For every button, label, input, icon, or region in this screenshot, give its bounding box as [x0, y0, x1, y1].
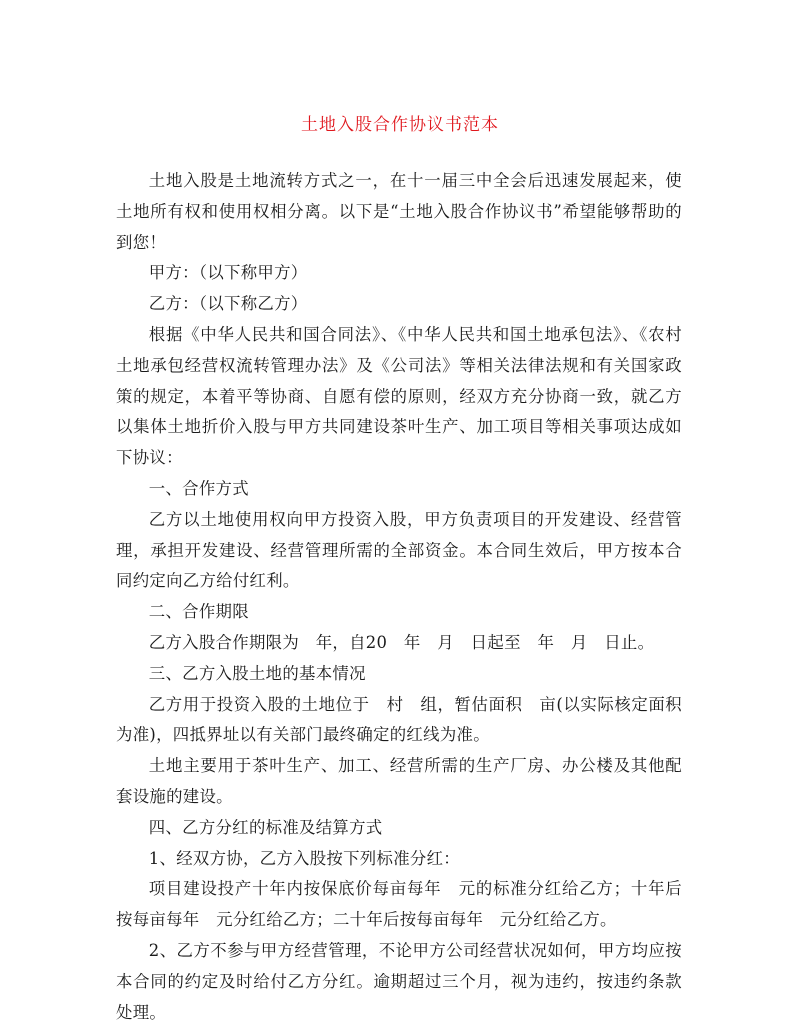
dividend-clause-2: 2、乙方不参与甲方经营管理，不论甲方公司经营状况如何，甲方均应按本合同的约定及时给付乙方分红。逾期超过三个月，视为违约，按违约条款处理。 [116, 940, 682, 1022]
land-use-paragraph: 土地主要用于茶叶生产、加工、经营所需的生产厂房、办公楼及其他配套设施的建设。 [116, 756, 682, 806]
intro-paragraph: 土地入股是土地流转方式之一，在十一届三中全会后迅速发展起来，使土地所有权和使用权相分离。以下是“土地入股合作协议书”希望能够帮助的到您！ [116, 171, 682, 252]
party-b-line: 乙方：（以下称乙方） [148, 294, 308, 314]
document-body [116, 166, 682, 1028]
legal-basis-paragraph: 根据《中华人民共和国合同法》、《中华人民共和国土地承包法》、《农村土地承包经营权流转管理办法》及《公司法》等相关法律法规和有关国家政策的规定，本着平等协商、自愿有偿的原则，经双方充分协商一致，就乙方以集体土地折价入股与甲方共同建设茶叶生产、加工项目等相关事项达成如下协议： [116, 324, 682, 468]
section-heading-4: 四、乙方分红的标准及结算方式 [148, 817, 383, 837]
cooperation-term-paragraph: 乙方入股合作期限为 年，自20 年 月 日起至 年 月 日止。 [148, 632, 655, 652]
section-heading-1: 一、合作方式 [148, 478, 249, 498]
party-a-line: 甲方：（以下称甲方） [148, 263, 308, 283]
dividend-standard-paragraph: 项目建设投产十年内按保底价每亩每年 元的标准分红给乙方；十年后按每亩每年 元分红给乙方；二十年后按每亩每年 元分红给乙方。 [116, 879, 682, 930]
dividend-clause-1: 1、经双方协，乙方入股按下列标准分红： [148, 848, 460, 868]
document-title: 土地入股合作协议书范本 [301, 115, 499, 135]
section-heading-3: 三、乙方入股土地的基本情况 [148, 663, 366, 683]
land-location-paragraph: 乙方用于投资入股的土地位于 村 组，暂估面积 亩(以实际核定面积为准)，四抵界址以有关部门最终确定的红线为准。 [116, 694, 682, 745]
cooperation-method-paragraph: 乙方以土地使用权向甲方投资入股，甲方负责项目的开发建设、经营管理，承担开发建设、经营管理所需的全部资金。本合同生效后，甲方按本合同约定向乙方给付红利。 [116, 509, 682, 591]
section-heading-2: 二、合作期限 [148, 602, 249, 622]
